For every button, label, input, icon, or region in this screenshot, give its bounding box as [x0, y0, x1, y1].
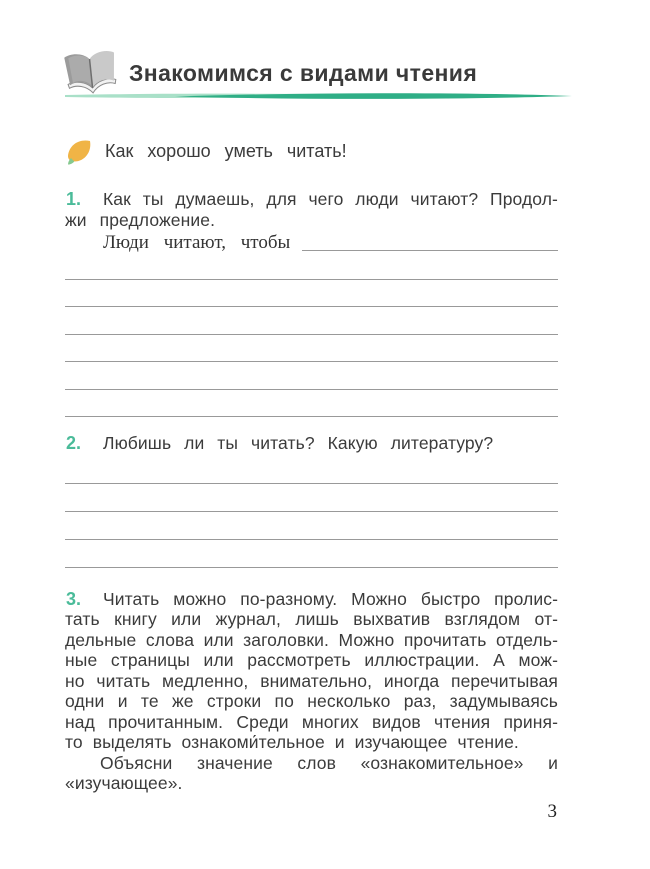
- ruled-line: [65, 280, 558, 308]
- exercise-3-text-line: «изучающее».: [65, 773, 183, 793]
- exercise-1-prompt-line: Как ты думаешь, для чего люди читают? Продол-: [103, 189, 558, 209]
- exercise-3-number: 3.: [66, 588, 82, 609]
- page-number: 3: [547, 801, 557, 822]
- page-content: [65, 0, 558, 794]
- exercise-3-text-line: над прочитанным. Среди многих видов чтения приня-: [65, 711, 558, 732]
- exercise-2: [65, 433, 558, 568]
- epigraph: [65, 138, 558, 164]
- page-title: Знакомимся с видами чтения: [129, 60, 478, 86]
- exercise-1: [65, 189, 558, 417]
- header-underline-swoosh: [65, 90, 572, 103]
- exercise-3-text-line: тать книгу или журнал, лишь выхватив взглядом от-: [65, 609, 558, 629]
- ruled-line: [65, 307, 558, 335]
- epigraph-text: Как хорошо уметь читать!: [105, 140, 347, 161]
- sentence-starter-row: [103, 232, 558, 252]
- ruled-line: [65, 512, 558, 540]
- ruled-line: [65, 456, 558, 484]
- exercise-2-number: 2.: [66, 433, 82, 453]
- ruled-line: [65, 362, 558, 390]
- chapter-header: [65, 54, 558, 102]
- exercise-1-number: 1.: [66, 189, 82, 209]
- ruled-line: [65, 390, 558, 418]
- exercise-3-text-line: но читать медленно, внимательно, иногда перечитывая: [65, 670, 558, 691]
- exercise-2-prompt-line: Любишь ли ты читать? Какую литературу?: [103, 433, 494, 453]
- exercise-3-text-line: ные страницы или рассмотреть иллюстрации. А мож-: [65, 650, 558, 670]
- sentence-starter-text: Люди читают, чтобы: [103, 232, 291, 253]
- ruled-line: [65, 540, 558, 568]
- exercise-3-text-line: дельные слова или заголовки. Можно прочитать отдель-: [65, 629, 558, 650]
- exercise-3-text-line: одни и те же строки по несколько раз, задумываясь: [65, 691, 558, 711]
- ruled-line: [65, 335, 558, 363]
- ruled-line: [65, 484, 558, 512]
- exercise-3-text-line: то выделять ознакоми́тельное и изучающее чтение.: [65, 732, 519, 752]
- answer-write-line: [302, 250, 558, 251]
- exercise-3-text-line: Объясни значение слов «ознакомительное» и: [100, 752, 558, 773]
- leaf-icon: [65, 138, 93, 165]
- exercise-3: [65, 589, 558, 794]
- ruled-line: [65, 252, 558, 280]
- exercise-3-text-line: Читать можно по-разному. Можно быстро пролис-: [103, 588, 558, 609]
- exercise-2-answer-lines: [65, 456, 558, 568]
- exercise-1-prompt-line: жи предложение.: [65, 209, 216, 230]
- exercise-1-answer-lines: [65, 252, 558, 417]
